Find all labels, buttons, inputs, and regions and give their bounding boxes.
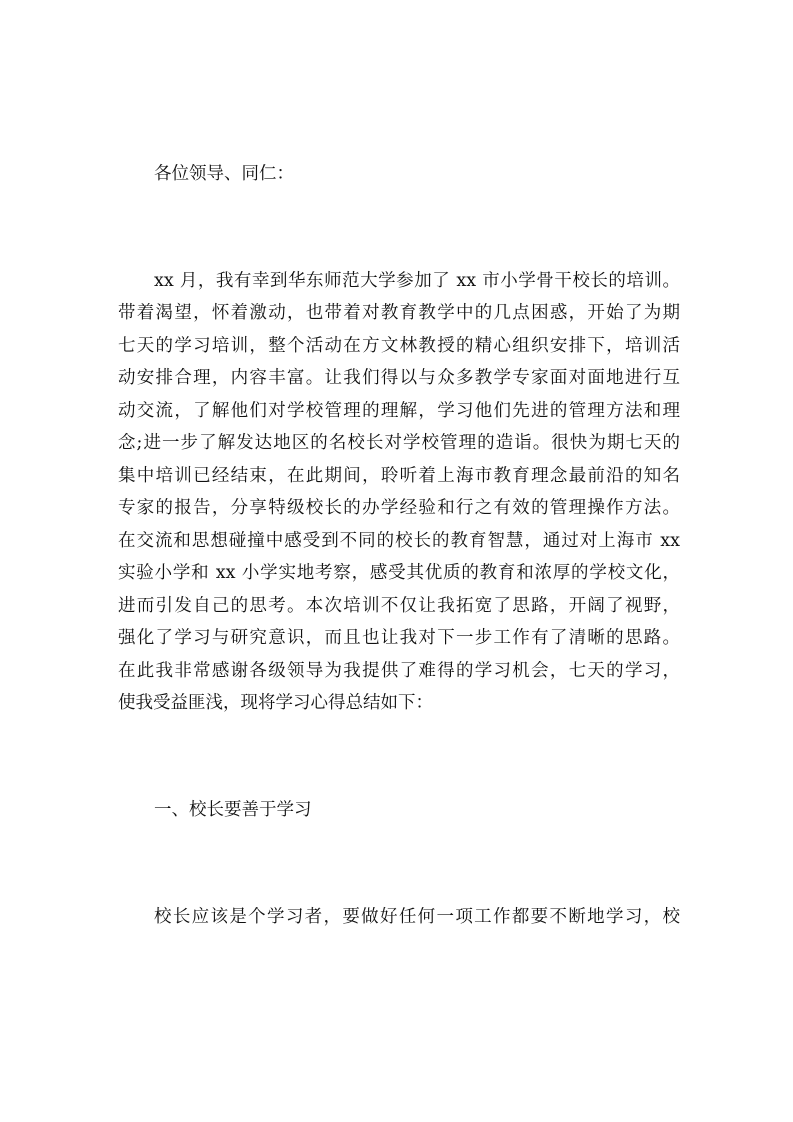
paragraph-line: 动安排合理，内容丰富。让我们得以与众多教学专家面对面地进行互: [118, 368, 680, 388]
paragraph-line: 实验小学和 xx 小学实地考察，感受其优质的教育和浓厚的学校文化，: [118, 563, 680, 583]
paragraph-line: 七天的学习培训，整个活动在方文林教授的精心组织安排下，培训活: [118, 336, 680, 356]
paragraph-line: 集中培训已经结束，在此期间，聆听着上海市教育理念最前沿的知名: [118, 466, 680, 486]
paragraph-line: 在交流和思想碰撞中感受到不同的校长的教育智慧，通过对上海市 xx: [118, 531, 680, 551]
paragraph-line: 使我受益匪浅，现将学习心得总结如下：: [118, 693, 433, 713]
paragraph-line: 带着渴望，怀着激动，也带着对教育教学中的几点困惑，开始了为期: [118, 303, 680, 323]
paragraph-line: 校长应该是个学习者，要做好任何一项工作都要不断地学习，校: [154, 907, 680, 927]
paragraph-line: 强化了学习与研究意识，而且也让我对下一步工作有了清晰的思路。: [118, 628, 680, 648]
paragraph-line: 动交流，了解他们对学校管理的理解，学习他们先进的管理方法和理: [118, 401, 680, 421]
paragraph-line: 在此我非常感谢各级领导为我提供了难得的学习机会，七天的学习，: [118, 661, 680, 681]
section-heading: 一、校长要善于学习: [154, 800, 312, 820]
paragraph-line: 念;进一步了解发达地区的名校长对学校管理的造诣。很快为期七天的: [118, 433, 680, 453]
paragraph-line: 专家的报告，分享特级校长的办学经验和行之有效的管理操作方法。: [118, 498, 680, 518]
paragraph-line: xx 月，我有幸到华东师范大学参加了 xx 市小学骨干校长的培训。: [154, 271, 680, 291]
salutation: 各位领导、同仁：: [154, 164, 294, 184]
paragraph-line: 进而引发自己的思考。本次培训不仅让我拓宽了思路，开阔了视野，: [118, 596, 680, 616]
